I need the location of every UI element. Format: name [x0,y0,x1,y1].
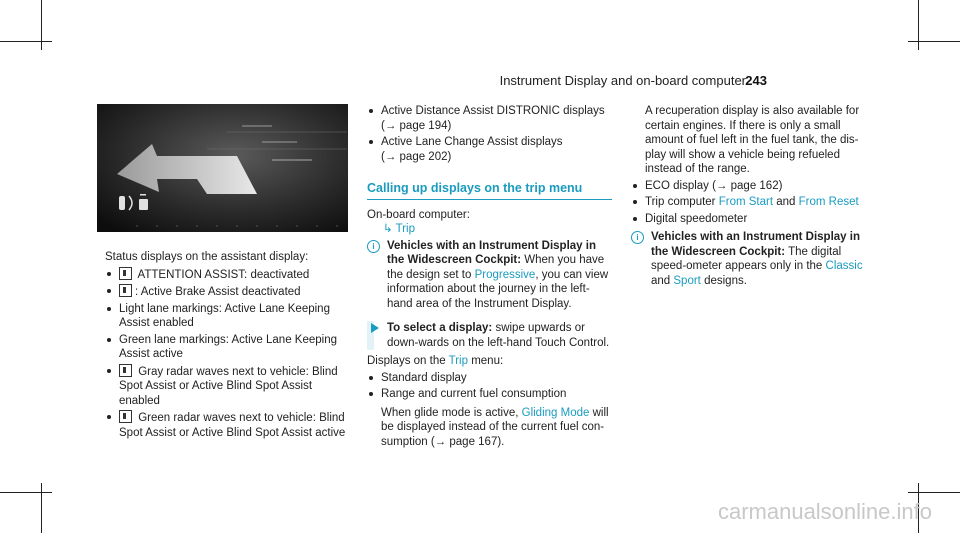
info-icon: i [631,231,644,244]
list-item [105,267,350,283]
list-item [105,333,350,362]
gliding-mode: Gliding Mode [521,406,590,419]
crop-mark [0,41,52,42]
bullet [633,184,637,188]
note-heading: Vehicles with an Instrument Display in the Widescreen Cockpit: [387,239,596,266]
list-item [105,364,350,409]
bullet [369,109,373,113]
recuperation-text: A recuperation display is also available for certain engines. If there is only a small amount of fuel left in the fuel tank, the dis-play will show a vehicle being refueled instead of the range. [645,105,860,175]
list-item-text: ECO display (→ page 162) [645,179,783,192]
note-text: , you can view information about the journey in the left-hand area of the Instrument Display. [387,268,609,310]
list-item [631,179,876,194]
list-item-text: Gray radar waves next to vehicle: Blind Spot Assist or Active Blind Spot Assist enabled [119,365,338,407]
section-rule [367,199,612,200]
list-item-text: Active Lane Change Assist displays [381,136,563,148]
crop-mark [908,492,960,493]
note-text: When you have the design set to [387,254,605,281]
design-progressive: Progressive [474,268,536,281]
design-classic: Classic [825,260,863,272]
attention-assist-off-icon [119,267,132,280]
list-item [105,284,350,300]
column-2 [367,104,612,449]
list-item-text: Digital speedometer [645,212,748,225]
blind-spot-gray-icon [119,364,132,377]
bullet [107,307,111,311]
list-item-text: Range and current fuel consumption [381,388,567,400]
bullet [107,369,111,373]
list-item [105,302,350,331]
list-item [367,371,612,386]
text: Displays on the [367,355,449,367]
bullet [107,338,111,342]
bullet [107,289,111,293]
from-reset: From Reset [798,196,859,208]
text: will be displayed instead of the current fuel con-sumption (→ page 167). [381,406,609,448]
list-item-text: Green radar waves next to vehicle: Blind Spot Assist or Active Blind Spot Assist active [119,412,346,439]
bullet [633,217,637,221]
menu-path-item [367,222,612,237]
info-icon: i [367,240,380,253]
section-title: Calling up displays on the trip menu [367,181,583,195]
note-text: The digital speed-ometer appears only in the [651,245,842,272]
list-item [367,104,612,133]
info-note [631,230,876,288]
note-heading: Vehicles with an Instrument Display in the Widescreen Cockpit: [651,231,860,258]
page-number: 243 [745,73,767,88]
status-intro: Status displays on the assistant display: [105,251,309,263]
crop-mark [41,483,42,533]
page-reference: (→ page 202) [381,150,452,163]
menu-item-trip: Trip [395,223,416,235]
text: When glide mode is active, [381,406,522,419]
blind-spot-green-icon [119,410,132,423]
assistant-display-illustration [97,104,348,232]
section-heading [367,181,612,200]
list-item-text: Active Distance Assist DISTRONIC displays [381,105,605,117]
page-header [0,73,960,93]
crop-mark [0,492,52,493]
text: designs. [700,274,747,287]
bullet [369,376,373,380]
step-text: swipe upwards or down-wards on the left-hand Touch Control. [387,322,610,349]
header-title: Instrument Display and on-board computer [499,73,746,88]
list-item-text: Light lane markings: Active Lane Keeping Assist enabled [119,302,330,329]
menu-path: On-board computer: [367,208,470,221]
display-graphic [97,104,348,232]
active-brake-assist-off-icon [119,284,132,297]
crop-mark [918,0,919,50]
list-item [105,410,350,440]
watermark [718,499,932,525]
from-start: From Start [718,196,774,208]
list-item-text: Green lane markings: Active Lane Keeping Assist active [119,333,337,360]
bullet [633,200,637,204]
bullet [107,415,111,419]
step-arrow-icon [371,323,379,333]
instruction-step [367,321,612,350]
text: and [773,196,799,208]
glide-mode-text [367,406,612,450]
watermark-text: carmanualsonline.info [717,499,932,524]
crop-mark [908,41,960,42]
bullet [369,140,373,144]
menu-trip: Trip [448,355,469,367]
list-item-text: Trip computer [645,196,719,208]
text: and [651,274,674,287]
column-3 [631,104,876,288]
bullet [107,272,111,276]
list-item [367,135,612,164]
design-sport: Sport [673,274,701,287]
list-item-text: ATTENTION ASSIST: deactivated [135,268,310,281]
list-item-text: : Active Brake Assist deactivated [135,286,301,298]
list-item [631,195,876,210]
info-note [367,239,612,312]
displays-intro [367,354,612,369]
list-item [367,387,612,402]
crop-mark [41,0,42,50]
list-item [631,212,876,227]
list-item-text: Standard display [381,371,467,384]
text: menu: [468,355,504,367]
page-reference: (→ page 194) [381,119,452,132]
bullet [369,392,373,396]
menu-arrow-icon: ↳ [383,223,396,235]
column-1 [105,250,350,440]
step-heading: To select a display: [387,322,493,334]
